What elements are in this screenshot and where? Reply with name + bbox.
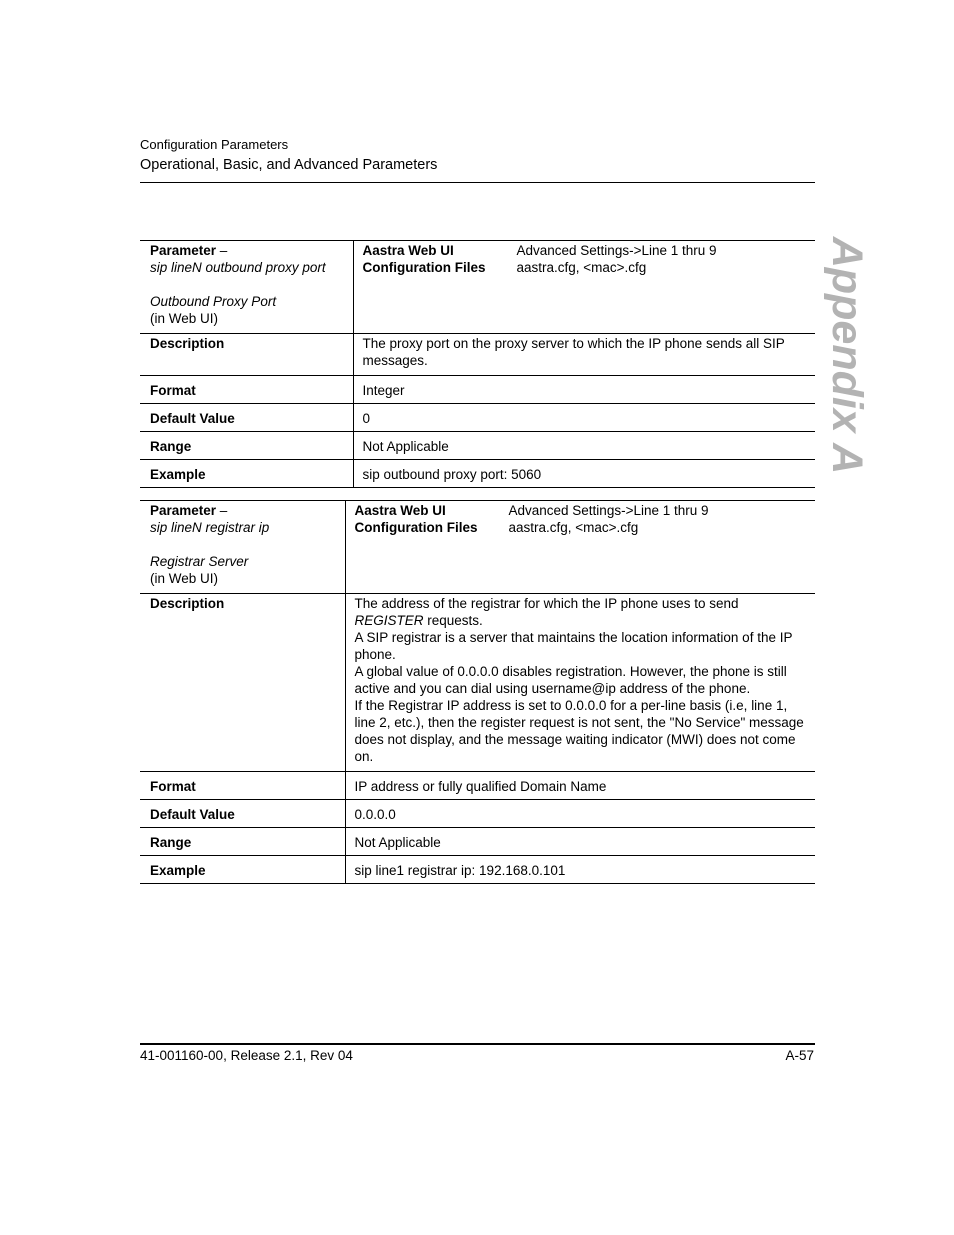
web-ui-label: Aastra Web UI (354, 503, 446, 518)
example-row (140, 856, 815, 884)
param-web-note: (in Web UI) (150, 311, 219, 326)
param-label: Parameter (150, 503, 217, 518)
web-ui-label: Aastra Web UI (362, 243, 454, 258)
default-value-row (140, 800, 815, 828)
config-files-value: aastra.cfg, <mac>.cfg (508, 520, 639, 535)
range-label: Range (150, 439, 192, 454)
description-value: The proxy port on the proxy server to which the IP phone sends all SIP messages. (353, 334, 815, 376)
param-web-name: Registrar Server (150, 554, 249, 569)
param-location-cell (353, 241, 815, 334)
header-rule (140, 182, 815, 183)
range-value: Not Applicable (353, 432, 815, 460)
appendix-side-tab (822, 236, 872, 474)
appendix-tab-label: Appendix A (823, 236, 872, 474)
default-value-label: Default Value (150, 411, 235, 426)
param-table-outbound-proxy-port (140, 240, 815, 488)
footer-doc-id: 41-001160-00, Release 2.1, Rev 04 (140, 1048, 353, 1063)
description-row (140, 334, 815, 376)
example-row (140, 460, 815, 488)
format-row (140, 772, 815, 800)
param-config-name: sip lineN registrar ip (150, 520, 270, 535)
config-files-label: Configuration Files (362, 260, 486, 275)
description-label: Description (150, 336, 225, 351)
footer-page-number: A-57 (785, 1048, 814, 1063)
description-paragraph-2: A SIP registrar is a server that maintains the location information of the IP phone. (354, 630, 793, 662)
range-value: Not Applicable (345, 828, 815, 856)
format-value: Integer (353, 376, 815, 404)
format-row (140, 376, 815, 404)
running-header-section: Configuration Parameters (140, 137, 289, 152)
default-value-label: Default Value (150, 807, 235, 822)
range-label: Range (150, 835, 192, 850)
range-row (140, 432, 815, 460)
example-value: sip line1 registrar ip: 192.168.0.101 (345, 856, 815, 884)
description-value (345, 594, 815, 772)
description-label: Description (150, 596, 225, 611)
param-dash: – (216, 503, 228, 518)
default-value: 0.0.0.0 (345, 800, 815, 828)
description-row (140, 594, 815, 772)
param-identity-cell (140, 501, 345, 594)
default-value-row (140, 404, 815, 432)
range-row (140, 828, 815, 856)
param-label: Parameter (150, 243, 217, 258)
running-header-subsection: Operational, Basic, and Advanced Parameters (140, 157, 438, 173)
param-header-row (140, 501, 815, 594)
example-label: Example (150, 863, 206, 878)
config-files-label: Configuration Files (354, 520, 478, 535)
web-ui-value: Advanced Settings->Line 1 thru 9 (516, 243, 717, 258)
param-table-registrar-ip (140, 500, 815, 884)
param-identity-cell (140, 241, 353, 334)
param-header-row (140, 241, 815, 334)
register-term: REGISTER (354, 613, 424, 628)
param-dash: – (216, 243, 228, 258)
default-value: 0 (353, 404, 815, 432)
config-files-value: aastra.cfg, <mac>.cfg (516, 260, 647, 275)
param-web-note: (in Web UI) (150, 571, 219, 586)
format-value: IP address or fully qualified Domain Name (345, 772, 815, 800)
web-ui-value: Advanced Settings->Line 1 thru 9 (508, 503, 709, 518)
example-label: Example (150, 467, 206, 482)
param-web-name: Outbound Proxy Port (150, 294, 277, 309)
param-config-name: sip lineN outbound proxy port (150, 260, 326, 275)
description-paragraph-4: If the Registrar IP address is set to 0.0.0.0 for a per-line basis (i.e, line 1, line 2, etc.), then the register request is not sent, the "No Service" message does not display, and the message waiting indicator (MWI) does not come on. (354, 698, 804, 764)
description-paragraph-3: A global value of 0.0.0.0 disables registration. However, the phone is still active and you can dial using username@ip address of the phone. (354, 664, 787, 696)
description-paragraph-1: The address of the registrar for which the IP phone uses to send REGISTER requests. (354, 596, 739, 628)
format-label: Format (150, 779, 196, 794)
footer-rule (140, 1043, 815, 1045)
param-location-cell (345, 501, 815, 594)
example-value: sip outbound proxy port: 5060 (353, 460, 815, 488)
format-label: Format (150, 383, 196, 398)
